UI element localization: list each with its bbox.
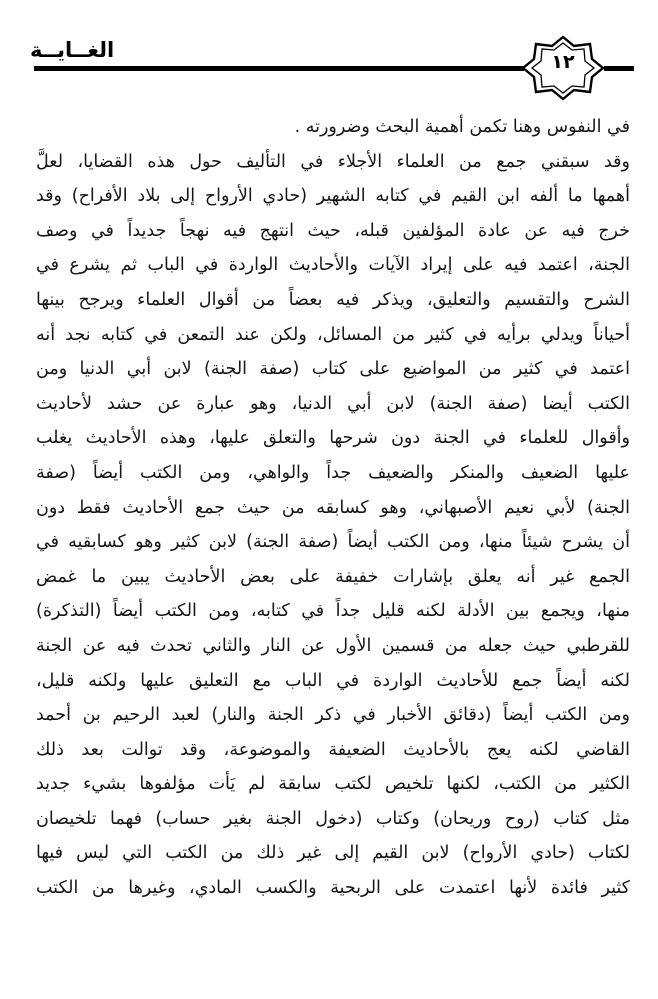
text-line: مثل كتاب (روح وريحان) وكتاب (دخول الجنة بغير حساب) فهما تلخيصان — [36, 808, 630, 829]
text-line: وقد سبقني جمع من العلماء الأجلاء في التأليف حول هذه القضايا، لعلَّ — [36, 151, 630, 172]
text-line: ومن الكتب أيضاً (دقائق الأخبار في ذكر الجنة والنار) لعبد الرحيم بن أحمد — [36, 705, 630, 726]
text-line: اعتمد في كثير من المواضيع على كتاب (صفة الجنة) لابن أبي الدنيا ومن — [36, 359, 630, 380]
text-line: كثير فائدة لأنها اعتمدت على الربحية والكسب المادي، وغيرها من الكتب — [36, 878, 630, 899]
text-line: القاضي لكنه يعج بالأحاديث الضعيفة والموضوعة، وقد توالت بعد ذلك — [36, 739, 630, 760]
running-title: الغــايــة — [30, 38, 115, 62]
text-line: عليها الضعيف والمنكر والضعيف جداً والواهي، ومن الكتب أيضاً (صفة — [36, 462, 630, 483]
text-line: الكثير من الكتب، لكنها تلخيص لكتب سابقة لم يَأت مؤلفوها بشيء جديد — [36, 774, 630, 795]
text-line: لكتاب (حادي الأرواح) لابن القيم إلى غير ذلك من الكتب التي ليس فيها — [36, 843, 630, 864]
text-line: أهمها ما ألفه ابن القيم في كتابه الشهير (حادي الأرواح إلى بلاد الأفراح) وقد — [36, 186, 630, 207]
header-rule-end — [604, 66, 634, 71]
body-text — [36, 110, 630, 906]
text-line: أحياناً ويدلي برأيه في كثير من المسائل، ولكن عند التمعن في كتابه نجد أنه — [36, 324, 630, 345]
text-line: في النفوس وهنا تكمن أهمية البحث وضرورته . — [294, 117, 630, 137]
page-number: ١٢ — [551, 51, 575, 73]
page-header — [0, 0, 658, 110]
text-line: أن يشرح شيئاً منها، ومن الكتب أيضاً (صفة الجنة) لابن كثير وهو كسابقيه في — [36, 532, 630, 553]
text-line: الجمع غير أنه يعلق بإشارات خفيفة على بعض الأحاديث يبين ما غمض — [36, 566, 630, 587]
text-line: خرج فيه عن عادة المؤلفين قبله، حيث انتهج فيه نهجاً جديداً في وصف — [36, 220, 630, 241]
text-line: الكتب أيضا (صفة الجنة) لابن أبي الدنيا، وهو عبارة عن حشد لأحاديث — [36, 393, 630, 414]
text-line: الجنة) لأبي نعيم الأصبهاني، وهو كسابقه من حيث جمع الأحاديث فقط دون — [36, 497, 630, 518]
text-line: الجنة، اعتمد فيه على إيراد الآيات والأحاديث الواردة في الباب ثم يشرع في — [36, 255, 630, 276]
header-rule — [34, 66, 524, 71]
text-line: للقرطبي حيث جعله من قسمين الأول عن النار والثاني تحدث فيه عن الجنة — [36, 635, 630, 656]
text-line: منها، ويجمع بين الأدلة لكنه قليل جداً في كتابه، ومن الكتب أيضاً (التذكرة) — [36, 601, 630, 622]
text-line: لكنه أيضاً جمع للأحاديث الواردة في الباب مع التعليق عليها ولكنه قليل، — [36, 670, 630, 691]
text-line: الشرح والتقسيم والتعليق، ويذكر فيه بعضاً من أقوال العلماء ويرجح بينها — [36, 289, 630, 310]
text-line: وأقوال للعلماء في الجنة دون شرحها والتعلق عليها، وهذه الأحاديث يغلب — [36, 428, 630, 449]
